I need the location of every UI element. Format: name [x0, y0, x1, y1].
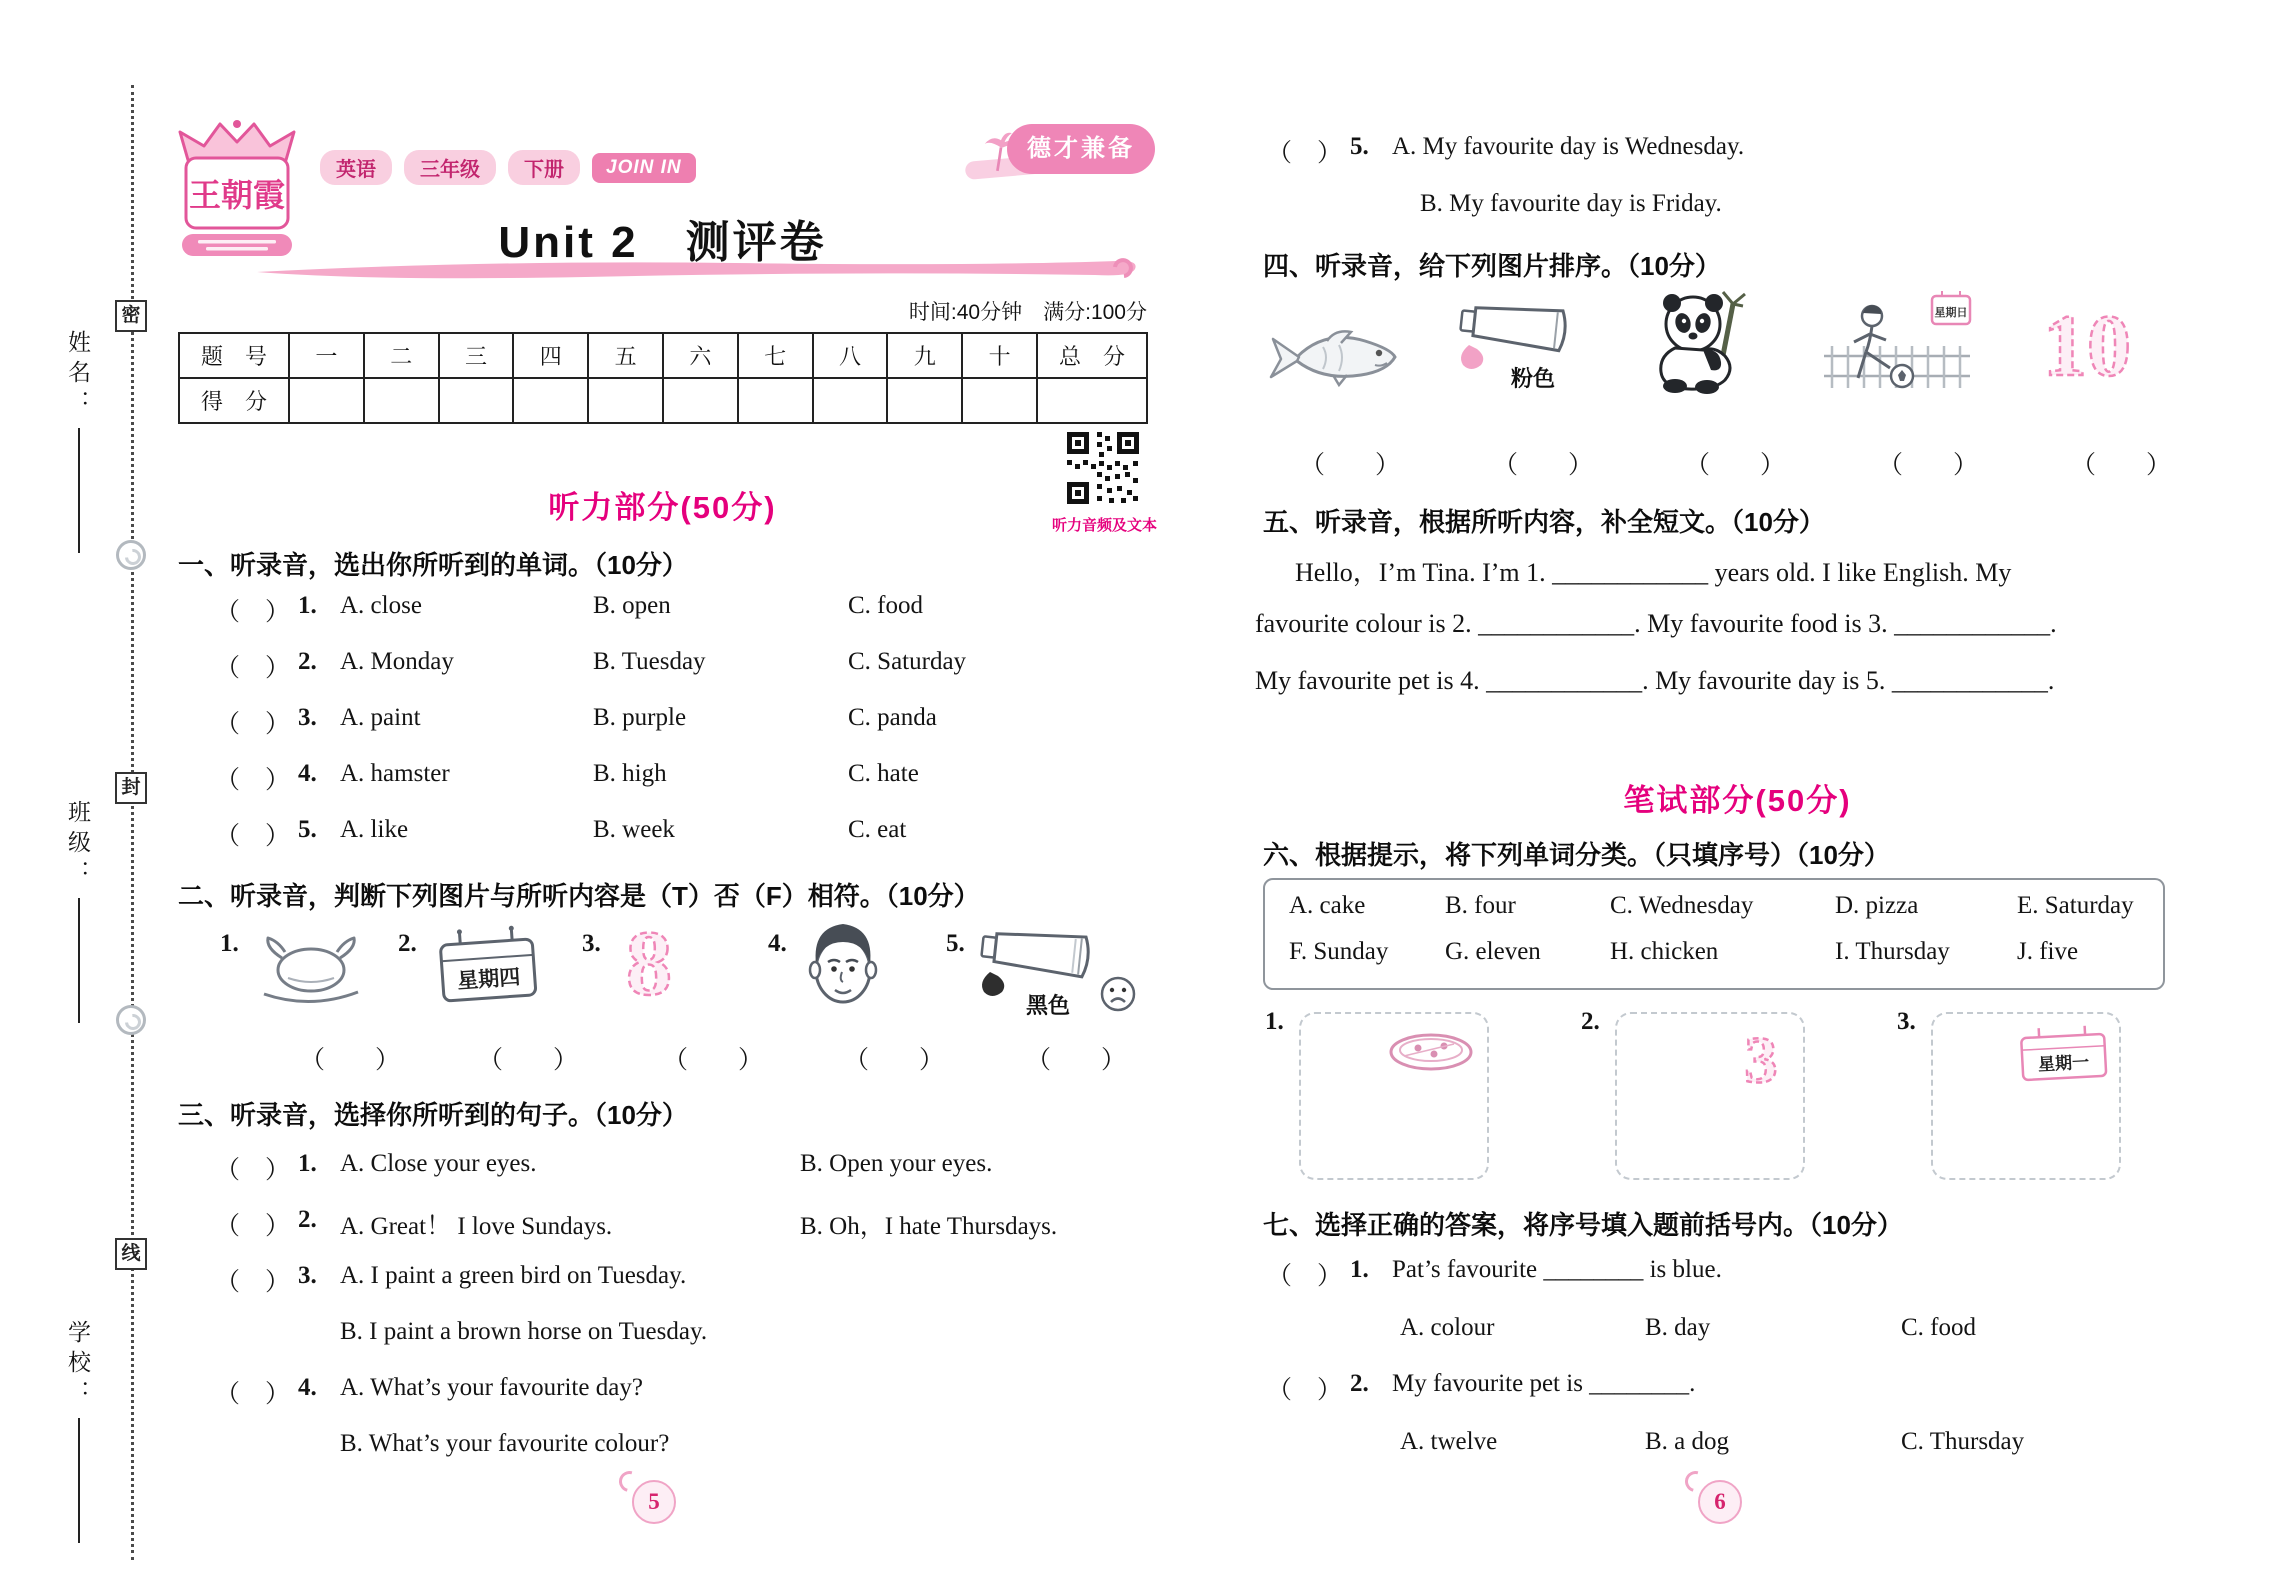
q4-answer-row [1255, 445, 2220, 481]
option-a: A. colour [1400, 1314, 1495, 1341]
score-blank-cell [887, 378, 962, 423]
page-left [170, 0, 1155, 1582]
option-b: B. Tuesday [593, 648, 706, 675]
q6-title: 六、根据提示，将下列单词分类。（只填序号）（10分） [1263, 840, 1890, 870]
seal-char: 密 [121, 305, 141, 326]
score-cell: 十 [962, 333, 1037, 378]
q3-title: 三、听录音，选择你所听到的句子。（10分） [178, 1100, 688, 1130]
listening-section-title: 听力部分(50分) [548, 490, 777, 525]
answer-paren: （ ） [215, 823, 291, 850]
answer-paren: （ ） [215, 767, 291, 794]
option-b: B. Oh，I hate Thursdays. [800, 1213, 1058, 1240]
series-tag: JOIN IN [592, 153, 696, 183]
item-number: 1. [298, 1150, 317, 1177]
tag-grade: 三年级 [404, 150, 496, 185]
answer-paren: （ ） [478, 1047, 579, 1074]
answer-paren: （ ） [2071, 452, 2172, 479]
toothpaste-pink-image [1455, 293, 1595, 391]
sort-box-number: 1. [1265, 1008, 1284, 1035]
option-c: C. food [1901, 1314, 1976, 1341]
figure-number: 1. [220, 930, 239, 957]
score-blank-cell [738, 378, 813, 423]
roast-chicken-image [252, 932, 370, 1007]
tag-subject: 英语 [320, 150, 392, 185]
answer-paren: （ ） [1267, 140, 1343, 167]
name-label: 姓名： [65, 330, 91, 420]
option-b: B. What’s your favourite colour? [340, 1430, 670, 1457]
sort-box-food [1299, 1012, 1489, 1180]
seal-char-box [115, 1238, 147, 1270]
q1-item [170, 648, 1155, 684]
pizza-image [1384, 1024, 1479, 1079]
colour-label: 黑色 [1025, 993, 1071, 1018]
score-blank-cell [813, 378, 888, 423]
answer-paren: （ ） [215, 711, 291, 738]
q2-figures [170, 912, 1155, 1037]
option-a: A. Close your eyes. [340, 1150, 537, 1177]
outlined-numeral: 10 [2043, 298, 2131, 395]
score-table-header-row [179, 333, 1147, 378]
option-b: B. I paint a brown horse on Tuesday. [340, 1318, 708, 1345]
football-boy-image [1820, 290, 1975, 405]
answer-paren: （ ） [1685, 452, 1786, 479]
cloze-line: Hello，I’m Tina. I’m 1. ____________ years old. I like English. My [1295, 558, 2012, 587]
answer-paren: （ ） [215, 1157, 291, 1184]
option-b: B. My favourite day is Friday. [1420, 190, 1722, 217]
score-cell: 一 [289, 333, 364, 378]
option-b: B. high [593, 760, 667, 787]
score-blank-cell [364, 378, 439, 423]
option-a: A. Monday [340, 648, 454, 675]
q3-item [1255, 133, 2220, 169]
q1-item [170, 704, 1155, 740]
page-number-right [1698, 1480, 1742, 1524]
option-b: B. open [593, 592, 671, 619]
class-field [62, 800, 95, 1023]
answer-paren: （ ） [215, 1213, 291, 1240]
q2-answer-row [170, 1040, 1155, 1076]
bank-word: D. pizza [1835, 892, 1919, 919]
seal-char-box [115, 772, 147, 804]
answer-paren: （ ） [1267, 1263, 1343, 1290]
score-cell: 八 [813, 333, 888, 378]
question-stem: Pat’s favourite ________ is blue. [1392, 1256, 1722, 1283]
panda-image [1645, 290, 1760, 395]
q4-figures [1255, 285, 2220, 435]
score-cell: 题 号 [179, 333, 289, 378]
q1-item [170, 760, 1155, 796]
motto-text: 德才兼备 [1007, 124, 1155, 174]
score-cell: 二 [364, 333, 439, 378]
calendar-thursday-image [432, 924, 544, 1006]
q3-item [170, 1206, 1155, 1242]
q7-options [1255, 1314, 2220, 1350]
score-blank-cell [513, 378, 588, 423]
score-cell: 三 [439, 333, 514, 378]
figure-number: 5. [946, 930, 965, 957]
answer-paren: （ ） [1493, 452, 1594, 479]
item-number: 4. [298, 1374, 317, 1401]
tag-volume: 下册 [508, 150, 580, 185]
item-number: 5. [1350, 133, 1369, 160]
spiral-binding-icon [116, 540, 146, 570]
q2-title: 二、听录音，判断下列图片与所听内容是（T）否（F）相符。（10分） [178, 881, 980, 911]
option-b: B. day [1645, 1314, 1711, 1341]
score-cell: 四 [513, 333, 588, 378]
calendar-monday-image [2016, 1022, 2111, 1084]
q1-title: 一、听录音，选出你所听到的单词。（10分） [178, 550, 688, 580]
q3-item-b-line [170, 1430, 1155, 1466]
option-a: A. close [340, 592, 422, 619]
option-c: C. food [848, 592, 923, 619]
name-blank-line [78, 428, 80, 553]
option-b: B. a dog [1645, 1428, 1730, 1455]
bank-word: G. eleven [1445, 938, 1541, 965]
bank-word: J. five [2017, 938, 2079, 965]
q3-item [170, 1262, 1155, 1298]
q7-options [1255, 1428, 2220, 1464]
item-number: 2. [298, 1206, 317, 1233]
calendar-day-label: 星期一 [2037, 1052, 2090, 1075]
option-a: A. twelve [1400, 1428, 1498, 1455]
q7-item [1255, 1256, 2220, 1292]
spiral-binding-icon [116, 1005, 146, 1035]
answer-paren: （ ） [215, 1269, 291, 1296]
score-blank-cell [663, 378, 738, 423]
q3-item [170, 1150, 1155, 1186]
question-stem: My favourite pet is ________. [1392, 1370, 1696, 1397]
bank-word: B. four [1445, 892, 1516, 919]
sort-box-days [1931, 1012, 2121, 1180]
answer-paren: （ ） [215, 599, 291, 626]
item-number: 5. [298, 816, 317, 843]
q3-item-b-line [170, 1318, 1155, 1354]
option-a: A. What’s your favourite day? [340, 1374, 643, 1401]
number-ten-image [2030, 295, 2145, 395]
page-right [1255, 0, 2220, 1582]
brand-name: 王朝霞 [188, 177, 286, 213]
answer-paren: （ ） [300, 1047, 401, 1074]
school-label: 学校： [65, 1320, 91, 1410]
option-c: C. Saturday [848, 648, 967, 675]
score-blank-cell [588, 378, 663, 423]
bank-word: F. Sunday [1289, 938, 1389, 965]
option-b: B. Open your eyes. [800, 1150, 993, 1177]
toothpaste-black-image [976, 920, 1146, 1020]
score-blank-cell [962, 378, 1037, 423]
seal-char-box [115, 300, 147, 332]
bank-word: C. Wednesday [1610, 892, 1754, 919]
number-three-image [1734, 1018, 1789, 1096]
page-number: 5 [648, 1489, 660, 1514]
score-blank-cell [439, 378, 514, 423]
motto-badge [965, 122, 1160, 188]
page-number: 6 [1714, 1489, 1726, 1514]
option-a: A. Great！ I love Sundays. [340, 1213, 613, 1240]
figure-number: 3. [582, 930, 601, 957]
bank-word: E. Saturday [2017, 892, 2134, 919]
word-bank [1263, 878, 2165, 990]
option-b: B. week [593, 816, 675, 843]
sort-box-number: 2. [1581, 1008, 1600, 1035]
score-cell: 五 [588, 333, 663, 378]
option-a: A. I paint a green bird on Tuesday. [340, 1262, 687, 1289]
bank-word: I. Thursday [1835, 938, 1950, 965]
item-number: 4. [298, 760, 317, 787]
subject-tags [320, 150, 696, 185]
class-blank-line [78, 898, 80, 1023]
calendar-day-label: 星期四 [456, 965, 522, 994]
seal-char: 线 [121, 1243, 141, 1264]
outlined-numeral: 3 [1744, 1024, 1778, 1096]
score-blank-cell [1037, 378, 1147, 423]
q5-title: 五、听录音，根据所听内容，补全短文。（10分） [1263, 507, 1825, 537]
page-number-left [632, 1480, 676, 1524]
page-title: Unit 2 测评卷 [498, 218, 827, 267]
q7-title: 七、选择正确的答案，将序号填入题前括号内。（10分） [1263, 1210, 1903, 1240]
answer-paren: （ ） [663, 1047, 764, 1074]
qr-caption: 听力音频及文本 [1051, 517, 1157, 534]
option-a: A. paint [340, 704, 421, 731]
q3-item-b-line [1255, 190, 2220, 226]
score-cell: 六 [663, 333, 738, 378]
score-label-cell: 得 分 [179, 378, 289, 423]
answer-paren: （ ） [1878, 452, 1979, 479]
item-number: 2. [1350, 1370, 1369, 1397]
sort-box-number-words [1615, 1012, 1805, 1180]
answer-paren: （ ） [215, 1381, 291, 1408]
answer-paren: （ ） [1026, 1047, 1127, 1074]
figure-number: 2. [398, 930, 417, 957]
name-field [62, 330, 95, 553]
item-number: 1. [1350, 1256, 1369, 1283]
cloze-line: favourite colour is 2. ____________. My favourite food is 3. ____________. [1255, 609, 2057, 638]
answer-paren: （ ） [215, 655, 291, 682]
figure-number: 4. [768, 930, 787, 957]
bank-word: H. chicken [1610, 938, 1719, 965]
answer-paren: （ ） [1300, 452, 1401, 479]
item-number: 2. [298, 648, 317, 675]
option-c: C. hate [848, 760, 919, 787]
answer-paren: （ ） [1267, 1377, 1343, 1404]
q7-item [1255, 1370, 2220, 1406]
score-cell: 总 分 [1037, 333, 1147, 378]
option-b: B. purple [593, 704, 687, 731]
q3-item [170, 1374, 1155, 1410]
score-table [178, 332, 1148, 424]
option-a: A. like [340, 816, 409, 843]
outlined-numeral: 8 [626, 912, 672, 1012]
score-table-score-row [179, 378, 1147, 423]
bank-word: A. cake [1289, 892, 1366, 919]
class-label: 班级： [65, 800, 91, 890]
option-c: C. Thursday [1901, 1428, 2025, 1455]
item-number: 1. [298, 592, 317, 619]
item-number: 3. [298, 704, 317, 731]
item-number: 3. [298, 1262, 317, 1289]
q1-item [170, 592, 1155, 628]
seal-char: 封 [121, 777, 141, 798]
sort-box-number: 3. [1897, 1008, 1916, 1035]
score-cell: 七 [738, 333, 813, 378]
score-blank-cell [289, 378, 364, 423]
colour-label: 粉色 [1510, 366, 1556, 391]
option-c: C. eat [848, 816, 907, 843]
q4-title: 四、听录音，给下列图片排序。（10分） [1263, 251, 1721, 281]
option-c: C. panda [848, 704, 937, 731]
q1-item [170, 816, 1155, 852]
score-cell: 九 [887, 333, 962, 378]
school-blank-line [78, 1418, 80, 1543]
option-a: A. My favourite day is Wednesday. [1392, 133, 1745, 160]
fish-image [1263, 317, 1408, 397]
option-a: A. hamster [340, 760, 450, 787]
answer-paren: （ ） [844, 1047, 945, 1074]
boy-face-image [802, 914, 884, 1014]
calendar-day-label: 星期日 [1934, 307, 1968, 319]
written-section-title: 笔试部分(50分) [1623, 783, 1852, 818]
school-field [62, 1320, 95, 1543]
cloze-line: My favourite pet is 4. ____________. My favourite day is 5. ____________. [1255, 666, 2055, 695]
number-eight-image [618, 912, 680, 1012]
time-score-info: 时间:40分钟 满分:100分 [908, 301, 1147, 324]
